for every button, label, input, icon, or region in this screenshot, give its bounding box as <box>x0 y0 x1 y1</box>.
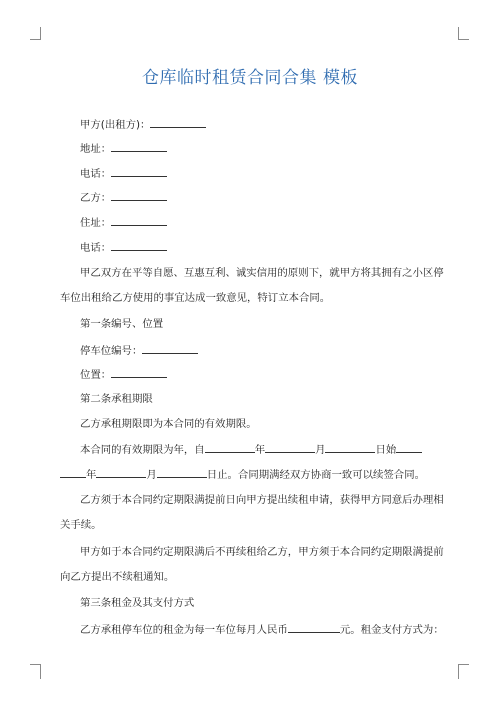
renew-line-1: 乙方须于本合同约定期限满提前日向甲方提出续租申请，获得甲方同意后办理相 <box>80 494 444 506</box>
location-line <box>80 367 167 382</box>
start-month-blank[interactable] <box>265 442 315 453</box>
article-3-heading: 第三条租金及其支付方式 <box>80 597 195 609</box>
phone-a-blank[interactable] <box>111 166 167 177</box>
end-month-label: 月 <box>146 469 157 481</box>
phone-b-blank[interactable] <box>111 240 167 251</box>
address-a-line <box>80 141 167 156</box>
rent-label: 乙方承租停车位的租金为每一车位每月人民币 <box>80 624 288 636</box>
end-day-blank[interactable] <box>157 467 207 478</box>
term-line-2 <box>80 442 422 457</box>
start-year-blank[interactable] <box>205 442 255 453</box>
renew-line-2: 关手续。 <box>60 519 102 531</box>
intro-paragraph-line-2: 车位出租给乙方使用的事宜达成一致意见，特订立本合同。 <box>60 292 331 304</box>
article-1-heading: 第一条编号、位置 <box>80 318 164 330</box>
rent-line <box>80 622 444 637</box>
term-line-3 <box>60 467 425 482</box>
parking-number-blank[interactable] <box>142 343 198 354</box>
phone-a-line <box>80 166 167 181</box>
party-b-label: 乙方： <box>80 192 112 204</box>
notice-line-2: 向乙方提出不续租通知。 <box>60 571 175 583</box>
address-a-blank[interactable] <box>111 141 167 152</box>
address-b-label: 住址： <box>80 217 112 229</box>
party-b-line <box>80 190 167 205</box>
end-year-blank-b[interactable] <box>60 467 86 478</box>
page-title: 仓库临时租赁合同合集 模板 <box>142 68 358 88</box>
crop-mark-top-right <box>458 27 469 40</box>
phone-b-line <box>80 240 167 255</box>
crop-mark-bottom-right <box>458 664 469 679</box>
crop-mark-bottom-left <box>30 664 41 679</box>
start-year-label: 年 <box>254 444 266 456</box>
start-day-blank[interactable] <box>325 442 375 453</box>
start-month-label: 月 <box>315 444 326 456</box>
location-blank[interactable] <box>111 367 167 378</box>
location-label: 位置： <box>80 369 112 381</box>
rent-amount-blank[interactable] <box>288 622 340 633</box>
parking-number-label: 停车位编号： <box>80 345 143 357</box>
end-month-blank[interactable] <box>96 467 146 478</box>
party-a-blank[interactable] <box>150 117 206 128</box>
address-b-blank[interactable] <box>111 215 167 226</box>
start-day-label: 日始 <box>375 444 397 456</box>
party-a-label: 甲方(出租方)： <box>80 119 151 131</box>
rent-method-label: 元。租金支付方式为： <box>339 624 444 636</box>
crop-mark-top-left <box>30 27 41 40</box>
term-start-label: 本合同的有效期限为年，自 <box>80 444 205 456</box>
notice-line-1: 甲方如于本合同约定期限满后不再续租给乙方，甲方须于本合同约定期限满提前 <box>80 546 444 558</box>
parking-number-line <box>80 343 198 358</box>
article-2-heading: 第二条承租期限 <box>80 393 153 405</box>
end-year-label: 年 <box>86 469 97 481</box>
address-a-label: 地址： <box>80 143 112 155</box>
intro-paragraph-line-1: 甲乙双方在平等自愿、互惠互利、诚实信用的原则下，就甲方将其拥有之小区停 <box>80 267 444 279</box>
party-a-line <box>80 117 206 132</box>
end-year-blank-a[interactable] <box>396 442 422 453</box>
term-end-label: 日止。合同期满经双方协商一致可以续签合同。 <box>206 469 425 481</box>
phone-b-label: 电话： <box>80 242 112 254</box>
phone-a-label: 电话： <box>80 168 112 180</box>
party-b-blank[interactable] <box>111 190 167 201</box>
address-b-line <box>80 215 167 230</box>
term-line-1: 乙方承租期限即为本合同的有效期限。 <box>80 418 257 430</box>
